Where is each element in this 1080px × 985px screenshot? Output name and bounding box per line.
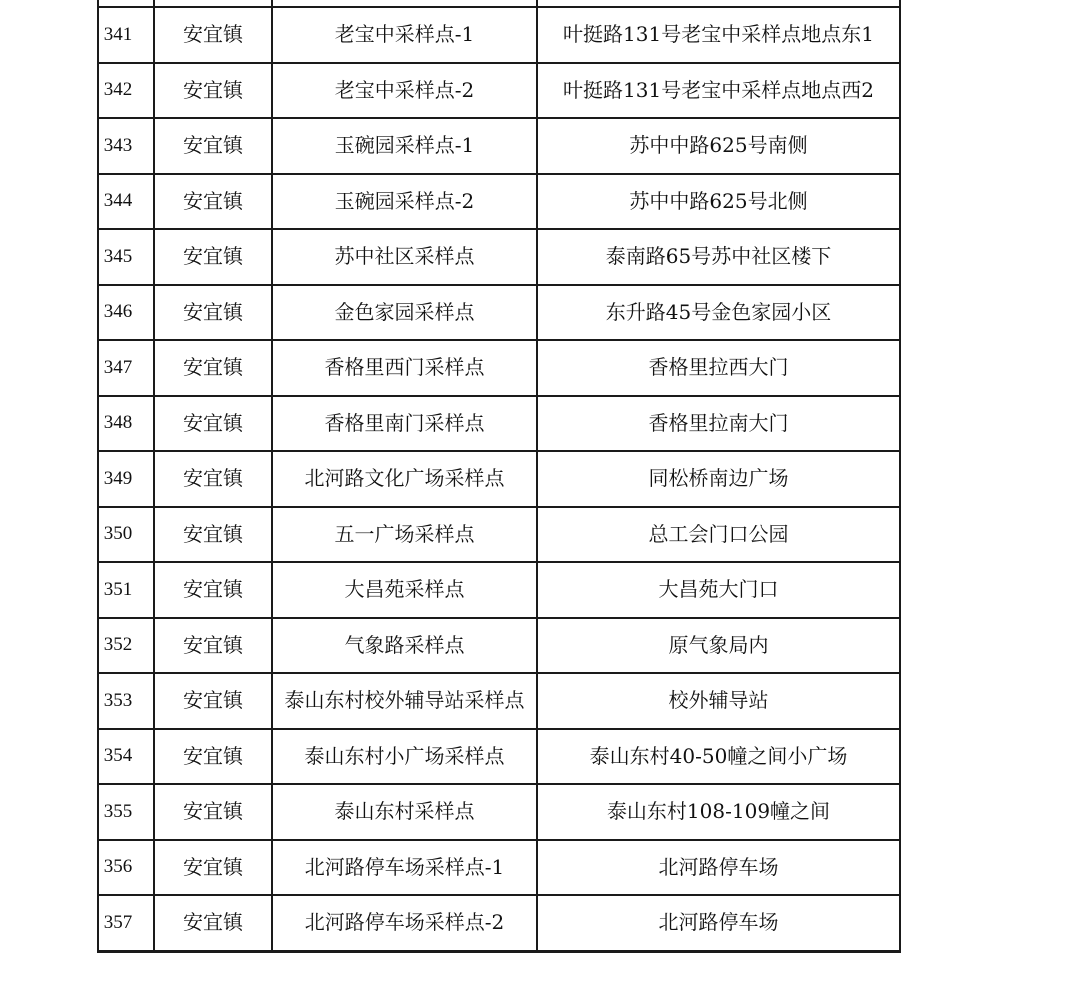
row-number-cell: 348 <box>98 396 154 452</box>
row-number-cell: 350 <box>98 507 154 563</box>
town-cell: 安宜镇 <box>154 340 272 396</box>
row-number-cell: 341 <box>98 7 154 63</box>
sampling-site-cell: 北河路停车场采样点-1 <box>272 840 537 896</box>
sampling-site-cell: 苏中社区采样点 <box>272 229 537 285</box>
sampling-site-cell: 香格里南门采样点 <box>272 396 537 452</box>
sampling-site-cell: 香格里西门采样点 <box>272 340 537 396</box>
sampling-site-cell: 北河路停车场采样点-2 <box>272 895 537 951</box>
sampling-sites-table-container <box>97 0 899 953</box>
town-cell: 安宜镇 <box>154 562 272 618</box>
address-cell: 东升路45号金色家园小区 <box>537 285 900 341</box>
table-row <box>98 451 900 507</box>
table-row <box>98 63 900 119</box>
sampling-site-cell: 老宝中采样点-1 <box>272 7 537 63</box>
town-cell: 安宜镇 <box>154 229 272 285</box>
row-number-cell: 343 <box>98 118 154 174</box>
table-row <box>98 673 900 729</box>
row-number-cell: 344 <box>98 174 154 230</box>
sampling-site-cell: 老宝中采样点-2 <box>272 63 537 119</box>
town-cell: 安宜镇 <box>154 673 272 729</box>
address-cell: 香格里拉西大门 <box>537 340 900 396</box>
row-number-cell: 355 <box>98 784 154 840</box>
town-cell: 安宜镇 <box>154 618 272 674</box>
town-cell: 安宜镇 <box>154 396 272 452</box>
table-cell <box>272 0 537 7</box>
town-cell: 安宜镇 <box>154 451 272 507</box>
table-row-fragment <box>98 0 900 7</box>
table-row <box>98 396 900 452</box>
row-number-cell: 349 <box>98 451 154 507</box>
table-row <box>98 618 900 674</box>
town-cell: 安宜镇 <box>154 285 272 341</box>
town-cell: 安宜镇 <box>154 118 272 174</box>
address-cell: 叶挺路131号老宝中采样点地点西2 <box>537 63 900 119</box>
row-number-cell: 351 <box>98 562 154 618</box>
table-row <box>98 285 900 341</box>
row-number-cell: 353 <box>98 673 154 729</box>
sampling-site-cell: 大昌苑采样点 <box>272 562 537 618</box>
table-row <box>98 562 900 618</box>
table-body <box>98 0 900 951</box>
row-number-cell: 347 <box>98 340 154 396</box>
address-cell: 原气象局内 <box>537 618 900 674</box>
town-cell: 安宜镇 <box>154 174 272 230</box>
table-cell <box>154 0 272 7</box>
table-row <box>98 174 900 230</box>
table-row <box>98 229 900 285</box>
address-cell: 泰山东村40-50幢之间小广场 <box>537 729 900 785</box>
sampling-site-cell: 泰山东村采样点 <box>272 784 537 840</box>
row-number-cell: 345 <box>98 229 154 285</box>
row-number-cell: 357 <box>98 895 154 951</box>
address-cell: 泰南路65号苏中社区楼下 <box>537 229 900 285</box>
town-cell: 安宜镇 <box>154 784 272 840</box>
sampling-sites-table <box>97 0 901 953</box>
row-number-cell: 352 <box>98 618 154 674</box>
sampling-site-cell: 玉碗园采样点-2 <box>272 174 537 230</box>
row-number-cell: 342 <box>98 63 154 119</box>
address-cell: 香格里拉南大门 <box>537 396 900 452</box>
sampling-site-cell: 五一广场采样点 <box>272 507 537 563</box>
address-cell: 同松桥南边广场 <box>537 451 900 507</box>
town-cell: 安宜镇 <box>154 7 272 63</box>
address-cell: 苏中中路625号北侧 <box>537 174 900 230</box>
town-cell: 安宜镇 <box>154 63 272 119</box>
table-row <box>98 729 900 785</box>
town-cell: 安宜镇 <box>154 840 272 896</box>
sampling-site-cell: 金色家园采样点 <box>272 285 537 341</box>
town-cell: 安宜镇 <box>154 729 272 785</box>
address-cell: 苏中中路625号南侧 <box>537 118 900 174</box>
sampling-site-cell: 玉碗园采样点-1 <box>272 118 537 174</box>
town-cell: 安宜镇 <box>154 507 272 563</box>
table-row <box>98 118 900 174</box>
address-cell: 大昌苑大门口 <box>537 562 900 618</box>
table-cell <box>98 0 154 7</box>
sampling-site-cell: 北河路文化广场采样点 <box>272 451 537 507</box>
sampling-site-cell: 泰山东村小广场采样点 <box>272 729 537 785</box>
row-number-cell: 354 <box>98 729 154 785</box>
town-cell: 安宜镇 <box>154 895 272 951</box>
sampling-site-cell: 气象路采样点 <box>272 618 537 674</box>
address-cell: 北河路停车场 <box>537 895 900 951</box>
address-cell: 泰山东村108-109幢之间 <box>537 784 900 840</box>
table-cell <box>537 0 900 7</box>
row-number-cell: 346 <box>98 285 154 341</box>
table-row <box>98 507 900 563</box>
address-cell: 总工会门口公园 <box>537 507 900 563</box>
row-number-cell: 356 <box>98 840 154 896</box>
address-cell: 叶挺路131号老宝中采样点地点东1 <box>537 7 900 63</box>
table-row <box>98 340 900 396</box>
table-row <box>98 840 900 896</box>
sampling-site-cell: 泰山东村校外辅导站采样点 <box>272 673 537 729</box>
address-cell: 北河路停车场 <box>537 840 900 896</box>
table-row <box>98 7 900 63</box>
table-row <box>98 895 900 951</box>
table-row <box>98 784 900 840</box>
address-cell: 校外辅导站 <box>537 673 900 729</box>
